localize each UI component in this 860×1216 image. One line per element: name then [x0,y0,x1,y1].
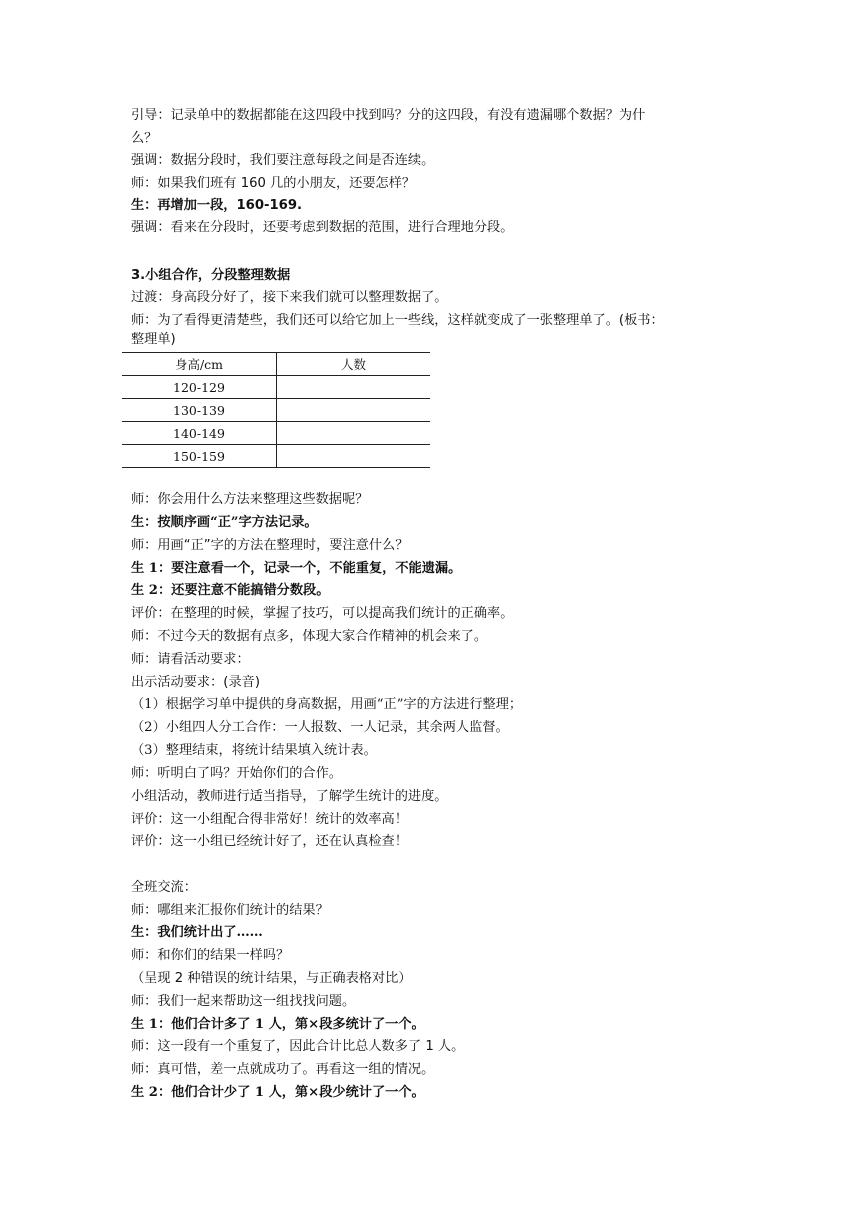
text-line: 师：真可惜，差一点就成功了。再看这一组的情况。 [131,1062,435,1077]
text-line: （2）小组四人分工合作：一人报数、一人记录，其余两人监督。 [131,720,509,735]
height-range-cell: 150-159 [122,445,277,468]
count-cell [277,422,431,445]
text-line: 么？ [131,131,158,146]
text-line: 师：和你们的结果一样吗？ [131,948,290,963]
text-line: 师：用画“正”字的方法在整理时，要注意什么？ [131,538,409,553]
text-line: 师：哪组来汇报你们统计的结果？ [131,903,329,918]
text-line: （3）整理结束，将统计结果填入统计表。 [131,743,377,758]
tally-table [122,352,430,468]
text-line: （呈现 2 种错误的统计结果，与正确表格对比） [131,971,412,986]
text-line: 师：听明白了吗？开始你们的合作。 [131,766,342,781]
text-line: 过渡：身高段分好了，接下来我们就可以整理数据了。 [131,290,448,305]
text-line: 生：按顺序画“正”字方法记录。 [131,515,318,530]
count-cell [277,399,431,422]
table-row [122,422,430,445]
text-line: （1）根据学习单中提供的身高数据，用画“正”字的方法进行整理； [131,697,523,712]
text-line: 整理单) [131,332,176,347]
text-line: 引导：记录单中的数据都能在这四段中找到吗？分的这四段，有没有遗漏哪个数据？为什 [131,108,646,123]
column-header-count: 人数 [277,353,431,376]
table-row [122,376,430,399]
text-line: 全班交流： [131,880,197,895]
section-heading: 3.小组合作，分段整理数据 [131,268,291,283]
text-line: 强调：看来在分段时，还要考虑到数据的范围，进行合理地分段。 [131,220,514,235]
text-line: 小组活动，教师进行适当指导，了解学生统计的进度。 [131,789,448,804]
count-cell [277,376,431,399]
text-line: 评价：这一小组已经统计好了，还在认真检查！ [131,834,408,849]
height-range-cell: 140-149 [122,422,277,445]
text-line: 评价：这一小组配合得非常好！统计的效率高！ [131,812,408,827]
text-line: 出示活动要求：(录音) [131,675,260,690]
table-row [122,445,430,468]
text-line: 师：如果我们班有 160 几的小朋友，还要怎样？ [131,176,416,191]
text-line: 评价：在整理的时候，掌握了技巧，可以提高我们统计的正确率。 [131,606,514,621]
count-cell [277,445,431,468]
text-line: 生 1：要注意看一个，记录一个，不能重复，不能遗漏。 [131,561,462,576]
height-range-cell: 120-129 [122,376,277,399]
text-line: 师：我们一起来帮助这一组找找问题。 [131,994,356,1009]
text-line: 生：再增加一段，160-169. [131,198,303,213]
text-line: 强调：数据分段时，我们要注意每段之间是否连续。 [131,153,435,168]
text-line: 生 2：他们合计少了 1 人，第×段少统计了一个。 [131,1085,425,1100]
table-header-row [122,353,430,376]
table-row [122,399,430,422]
column-header-height: 身高/cm [122,353,277,376]
text-line: 师：请看活动要求： [131,652,250,667]
text-line: 生：我们统计出了…… [131,925,263,940]
text-line: 生 1：他们合计多了 1 人，第×段多统计了一个。 [131,1017,425,1032]
text-line: 师：你会用什么方法来整理这些数据呢？ [131,492,369,507]
text-line: 生 2：还要注意不能搞错分数段。 [131,583,330,598]
text-line: 师：这一段有一个重复了，因此合计比总人数多了 1 人。 [131,1039,465,1054]
text-line: 师：为了看得更清楚些，我们还可以给它加上一些线，这样就变成了一张整理单了。(板书： [131,313,664,328]
height-range-cell: 130-139 [122,399,277,422]
text-line: 师：不过今天的数据有点多，体现大家合作精神的机会来了。 [131,629,488,644]
